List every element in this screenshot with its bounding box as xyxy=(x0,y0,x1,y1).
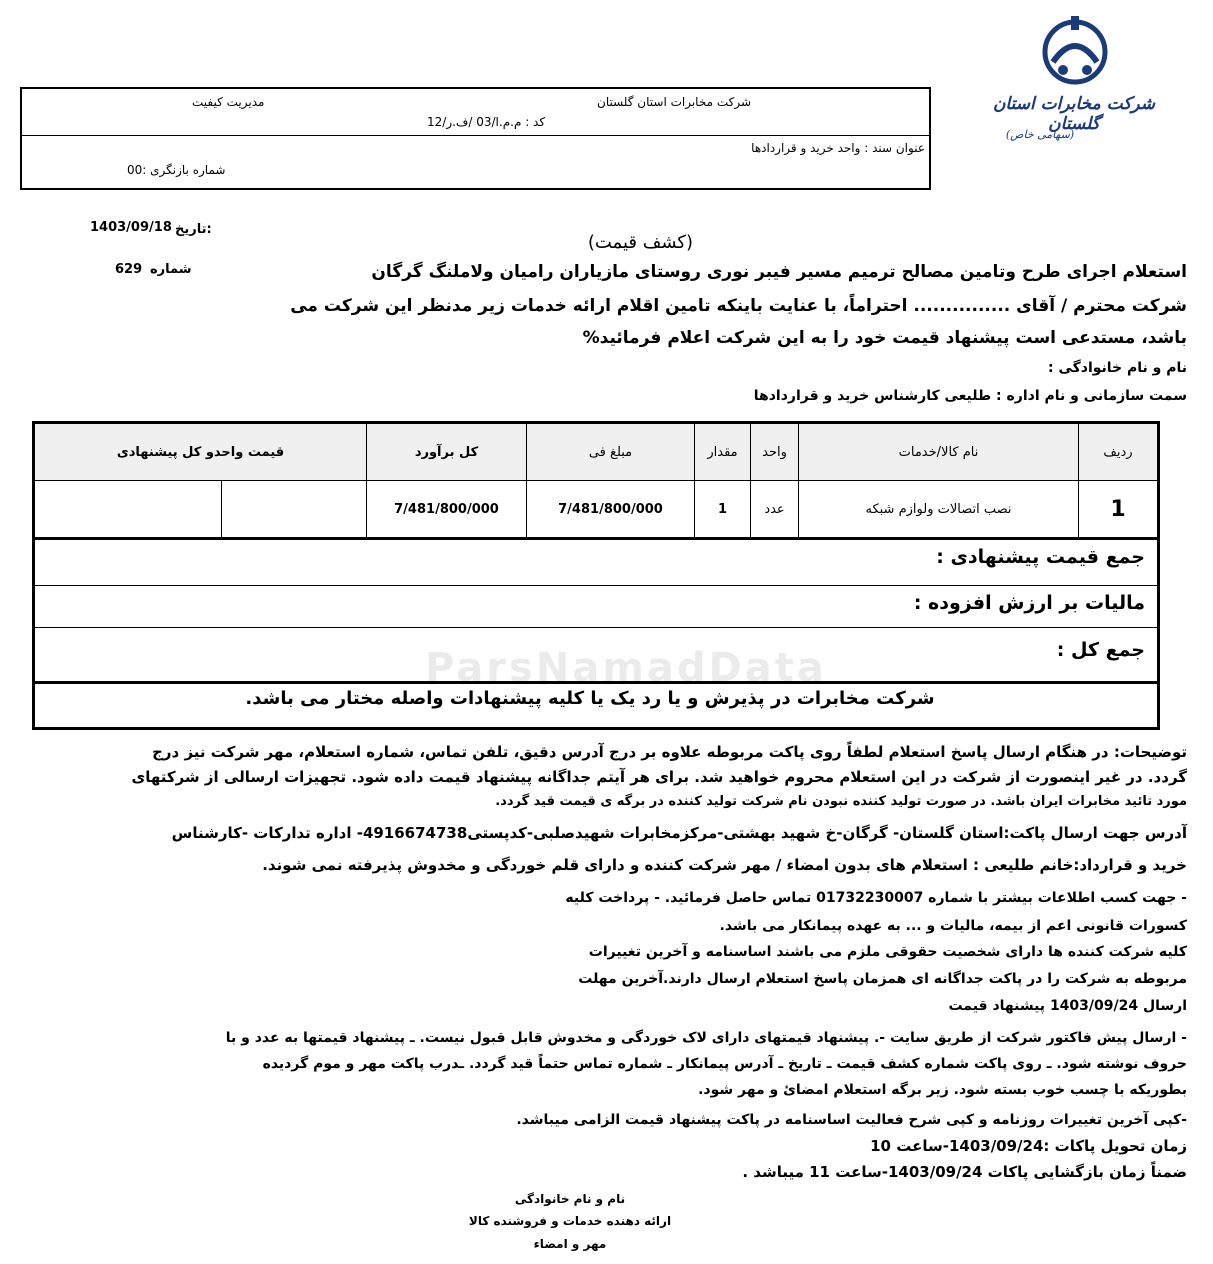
date-label: تاریخ: xyxy=(175,222,212,237)
header-company: شرکت مخابرات استان گلستان xyxy=(597,95,751,109)
note-line: - جهت کسب اطلاعات بیشتر با شماره 01732230007 تماس حاصل فرمائید. - پرداخت کلیه xyxy=(565,890,1187,906)
note-line: خرید و قرارداد:خانم طلیعی : استعلام های بدون امضاء / مهر شرکت کننده و دارای قلم خوردگی و مخدوش پذیرفته نمی شوند. xyxy=(262,856,1187,874)
vat-label: مالیات بر ارزش افزوده : xyxy=(913,592,1145,614)
note-line: حروف نوشته شود. ـ روی پاکت شماره کشف قیمت ـ تاریخ ـ آدرس پیمانکار ـ شماره تماس حتماً قید گردد. ـدرب پاکت مهر و موم گردیده xyxy=(262,1056,1187,1072)
table-row xyxy=(34,481,1159,539)
note-line: گردد. در غیر اینصورت از شرکت در این استعلام محروم خواهید شد. برای هر آیتم جداگانه پیشنهاد قیمت داده شود. تجهیزات ارسالی از شرکتهای xyxy=(131,768,1187,786)
cell-proposed-total[interactable] xyxy=(34,481,222,539)
vat-row xyxy=(32,586,1160,628)
header-department: مدیریت کیفیت xyxy=(192,95,265,109)
header-divider xyxy=(22,135,929,136)
number-value: 629 xyxy=(115,262,143,277)
header-unit-price: مبلغ فی xyxy=(527,423,695,481)
reserve-text: شرکت مخابرات در پذیرش و یا رد یک یا کلیه پیشنهادات واصله مختار می باشد. xyxy=(245,688,935,709)
grand-total-label: جمع کل : xyxy=(1056,639,1145,661)
page-heading: (کشف قیمت) xyxy=(587,232,693,253)
note-line: مربوطه به شرکت را در پاکت جداگانه ای همزمان پاسخ استعلام ارسال دارند.آخرین مهلت xyxy=(578,971,1187,987)
note-line: مورد تائید مخابرات ایران باشد. در صورت تولید کننده نبودن نام شرکت تولید کننده در برگه ی قیمت قید گردد. xyxy=(495,794,1187,809)
note-line: توضیحات: در هنگام ارسال پاسخ استعلام لطفاً روی پاکت مربوطه علاوه بر درج آدرس دقیق، تلفن تماس، شماره استعلام، مهر شرکت نیز درج xyxy=(152,743,1187,761)
header-estimate-total: کل برآورد xyxy=(367,423,527,481)
header-code: کد : م.م.ا/03 /ف.ر/12 xyxy=(427,115,546,129)
logo-subtitle: (سهامی خاص) xyxy=(1005,128,1075,141)
header-doc-title: عنوان سند : واحد خرید و قراردادها xyxy=(751,141,925,155)
watermark: ParsNamadData xyxy=(425,645,827,691)
note-line: آدرس جهت ارسال پاکت:استان گلستان- گرگان-خ شهید بهشتی-مرکزمخابرات شهیدصلبی-کدپستی4916674738- اداره تدارکات -کارشناس xyxy=(171,824,1187,842)
signature-provider: ارائه دهنده خدمات و فروشنده کالا xyxy=(468,1214,672,1228)
header-proposed: قیمت واحدو کل پیشنهادی xyxy=(34,423,367,481)
company-logo xyxy=(985,10,1165,140)
greeting-line-2: باشد، مستدعی است پیشنهاد قیمت خود را به این شرکت اعلام فرمائید% xyxy=(582,328,1187,348)
cell-row-number: 1 xyxy=(1079,481,1159,539)
note-line: ضمناً زمان بازگشایی پاکات 1403/09/24-ساعت 11 میباشد . xyxy=(742,1163,1187,1181)
header-item: نام کالا/خدمات xyxy=(799,423,1079,481)
note-line: زمان تحویل پاکات :1403/09/24-ساعت 10 xyxy=(870,1137,1187,1155)
document-header-box xyxy=(20,87,931,190)
signature-name: نام و نام خانوادگی xyxy=(514,1192,626,1206)
telecom-logo-icon xyxy=(1025,10,1125,90)
cell-item: نصب اتصالات ولوازم شبکه xyxy=(799,481,1079,539)
items-table xyxy=(32,421,1160,540)
header-revision: شماره بازنگری :00 xyxy=(127,163,226,177)
date-value: 1403/09/18 xyxy=(90,220,172,235)
table-header-row xyxy=(34,423,1159,481)
note-line: - ارسال پیش فاکتور شرکت از طریق سایت -. پیشنهاد قیمتهای دارای لاک خوردگی و مخدوش قابل قبول نیست. ـ پیشنهاد قیمتها به عدد و با xyxy=(225,1030,1187,1046)
greeting-line: شرکت محترم / آقای ............... احتراماً، با عنایت باینکه تامین اقلام ارائه خدمات زیر مدنظر این شرکت می xyxy=(290,296,1187,316)
cell-unit-price: 7/481/800/000 xyxy=(527,481,695,539)
cell-qty: 1 xyxy=(695,481,751,539)
note-line: کلیه شرکت کننده ها دارای شخصیت حقوقی ملزم می باشند اساسنامه و آخرین تغییرات xyxy=(588,944,1187,960)
note-line: -کپی آخرین تغییرات روزنامه و کپی شرح فعالیت اساسنامه در پاکت پیشنهاد قیمت الزامی میباشد. xyxy=(516,1112,1187,1128)
note-line: ارسال 1403/09/24 پیشنهاد قیمت xyxy=(948,998,1187,1014)
note-line: کسورات قانونی اعم از بیمه، مالیات و ... به عهده پیمانکار می باشد. xyxy=(719,918,1187,934)
logo-company-name: شرکت مخابرات استان گلستان xyxy=(992,94,1156,134)
signature-stamp: مهر و امضاء xyxy=(533,1237,607,1251)
subject-line: استعلام اجرای طرح وتامین مصالح ترمیم مسیر فیبر نوری روستای مازیاران رامیان ولاملنگ گرگان xyxy=(371,262,1187,282)
header-row-number: ردیف xyxy=(1079,423,1159,481)
header-unit: واحد xyxy=(751,423,799,481)
sum-proposed-row xyxy=(32,540,1160,586)
position-line: سمت سازمانی و نام اداره : طلیعی کارشناس خرید و قراردادها xyxy=(753,388,1187,404)
cell-estimate-total: 7/481/800/000 xyxy=(367,481,527,539)
sum-proposed-label: جمع قیمت پیشنهادی : xyxy=(936,546,1145,568)
cell-proposed-unit[interactable] xyxy=(222,481,367,539)
number-label: شماره xyxy=(150,262,192,277)
cell-unit: عدد xyxy=(751,481,799,539)
header-qty: مقدار xyxy=(695,423,751,481)
note-line: بطوریکه با چسب خوب بسته شود. زیر برگه استعلام امضائ و مهر شود. xyxy=(698,1082,1187,1098)
name-label: نام و نام خانوادگی : xyxy=(1047,360,1187,376)
